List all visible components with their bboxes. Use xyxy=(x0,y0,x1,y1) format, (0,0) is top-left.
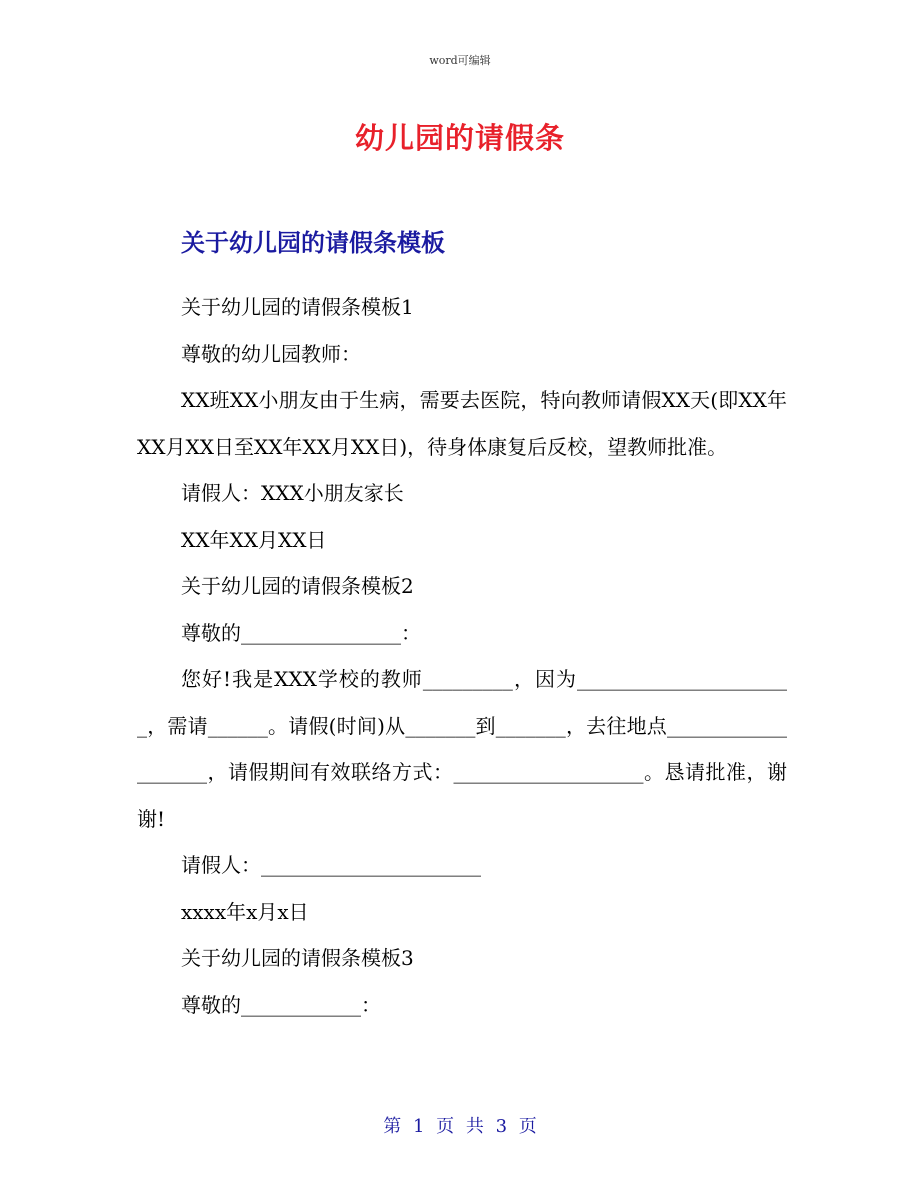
template-3-heading: 关于幼儿园的请假条模板3 xyxy=(181,946,414,970)
header-label: word可编辑 xyxy=(429,54,491,67)
salutation-1: 尊敬的幼儿园教师： xyxy=(181,341,361,366)
page-indicator: 第 1 页 共 3 页 xyxy=(383,1116,537,1137)
date-line-2: xxxx年x月x日 xyxy=(181,899,309,924)
salutation-3: 尊敬的____________： xyxy=(181,992,381,1017)
applicant-line-2: 请假人：______________________ xyxy=(181,853,481,877)
leave-request-paragraph-1: XX班XX小朋友由于生病，需要去医院，特向教师请假XX天(即XX年XX月XX日至XX年XX月XX日)，待身体康复后反校，望教师批准。 xyxy=(137,388,787,459)
applicant-line-1: 请假人：XXX小朋友家长 xyxy=(181,481,404,505)
document-title: 幼儿园的请假条 xyxy=(354,121,565,155)
salutation-2: 尊敬的________________： xyxy=(181,620,421,645)
document-body xyxy=(137,284,787,1028)
section-heading: 关于幼儿园的请假条模板 xyxy=(181,229,445,257)
template-1-heading: 关于幼儿园的请假条模板1 xyxy=(181,295,414,319)
leave-request-paragraph-2: 您好!我是XXX学校的教师_________，因为______________________，需请______。请假(时间)从_______到_______，去往地点___________________，请假期间有效联络方式：___________________。恳请批准，谢谢! xyxy=(137,667,787,831)
date-line-1: XX年XX月XX日 xyxy=(181,527,327,552)
template-2-heading: 关于幼儿园的请假条模板2 xyxy=(181,574,414,598)
